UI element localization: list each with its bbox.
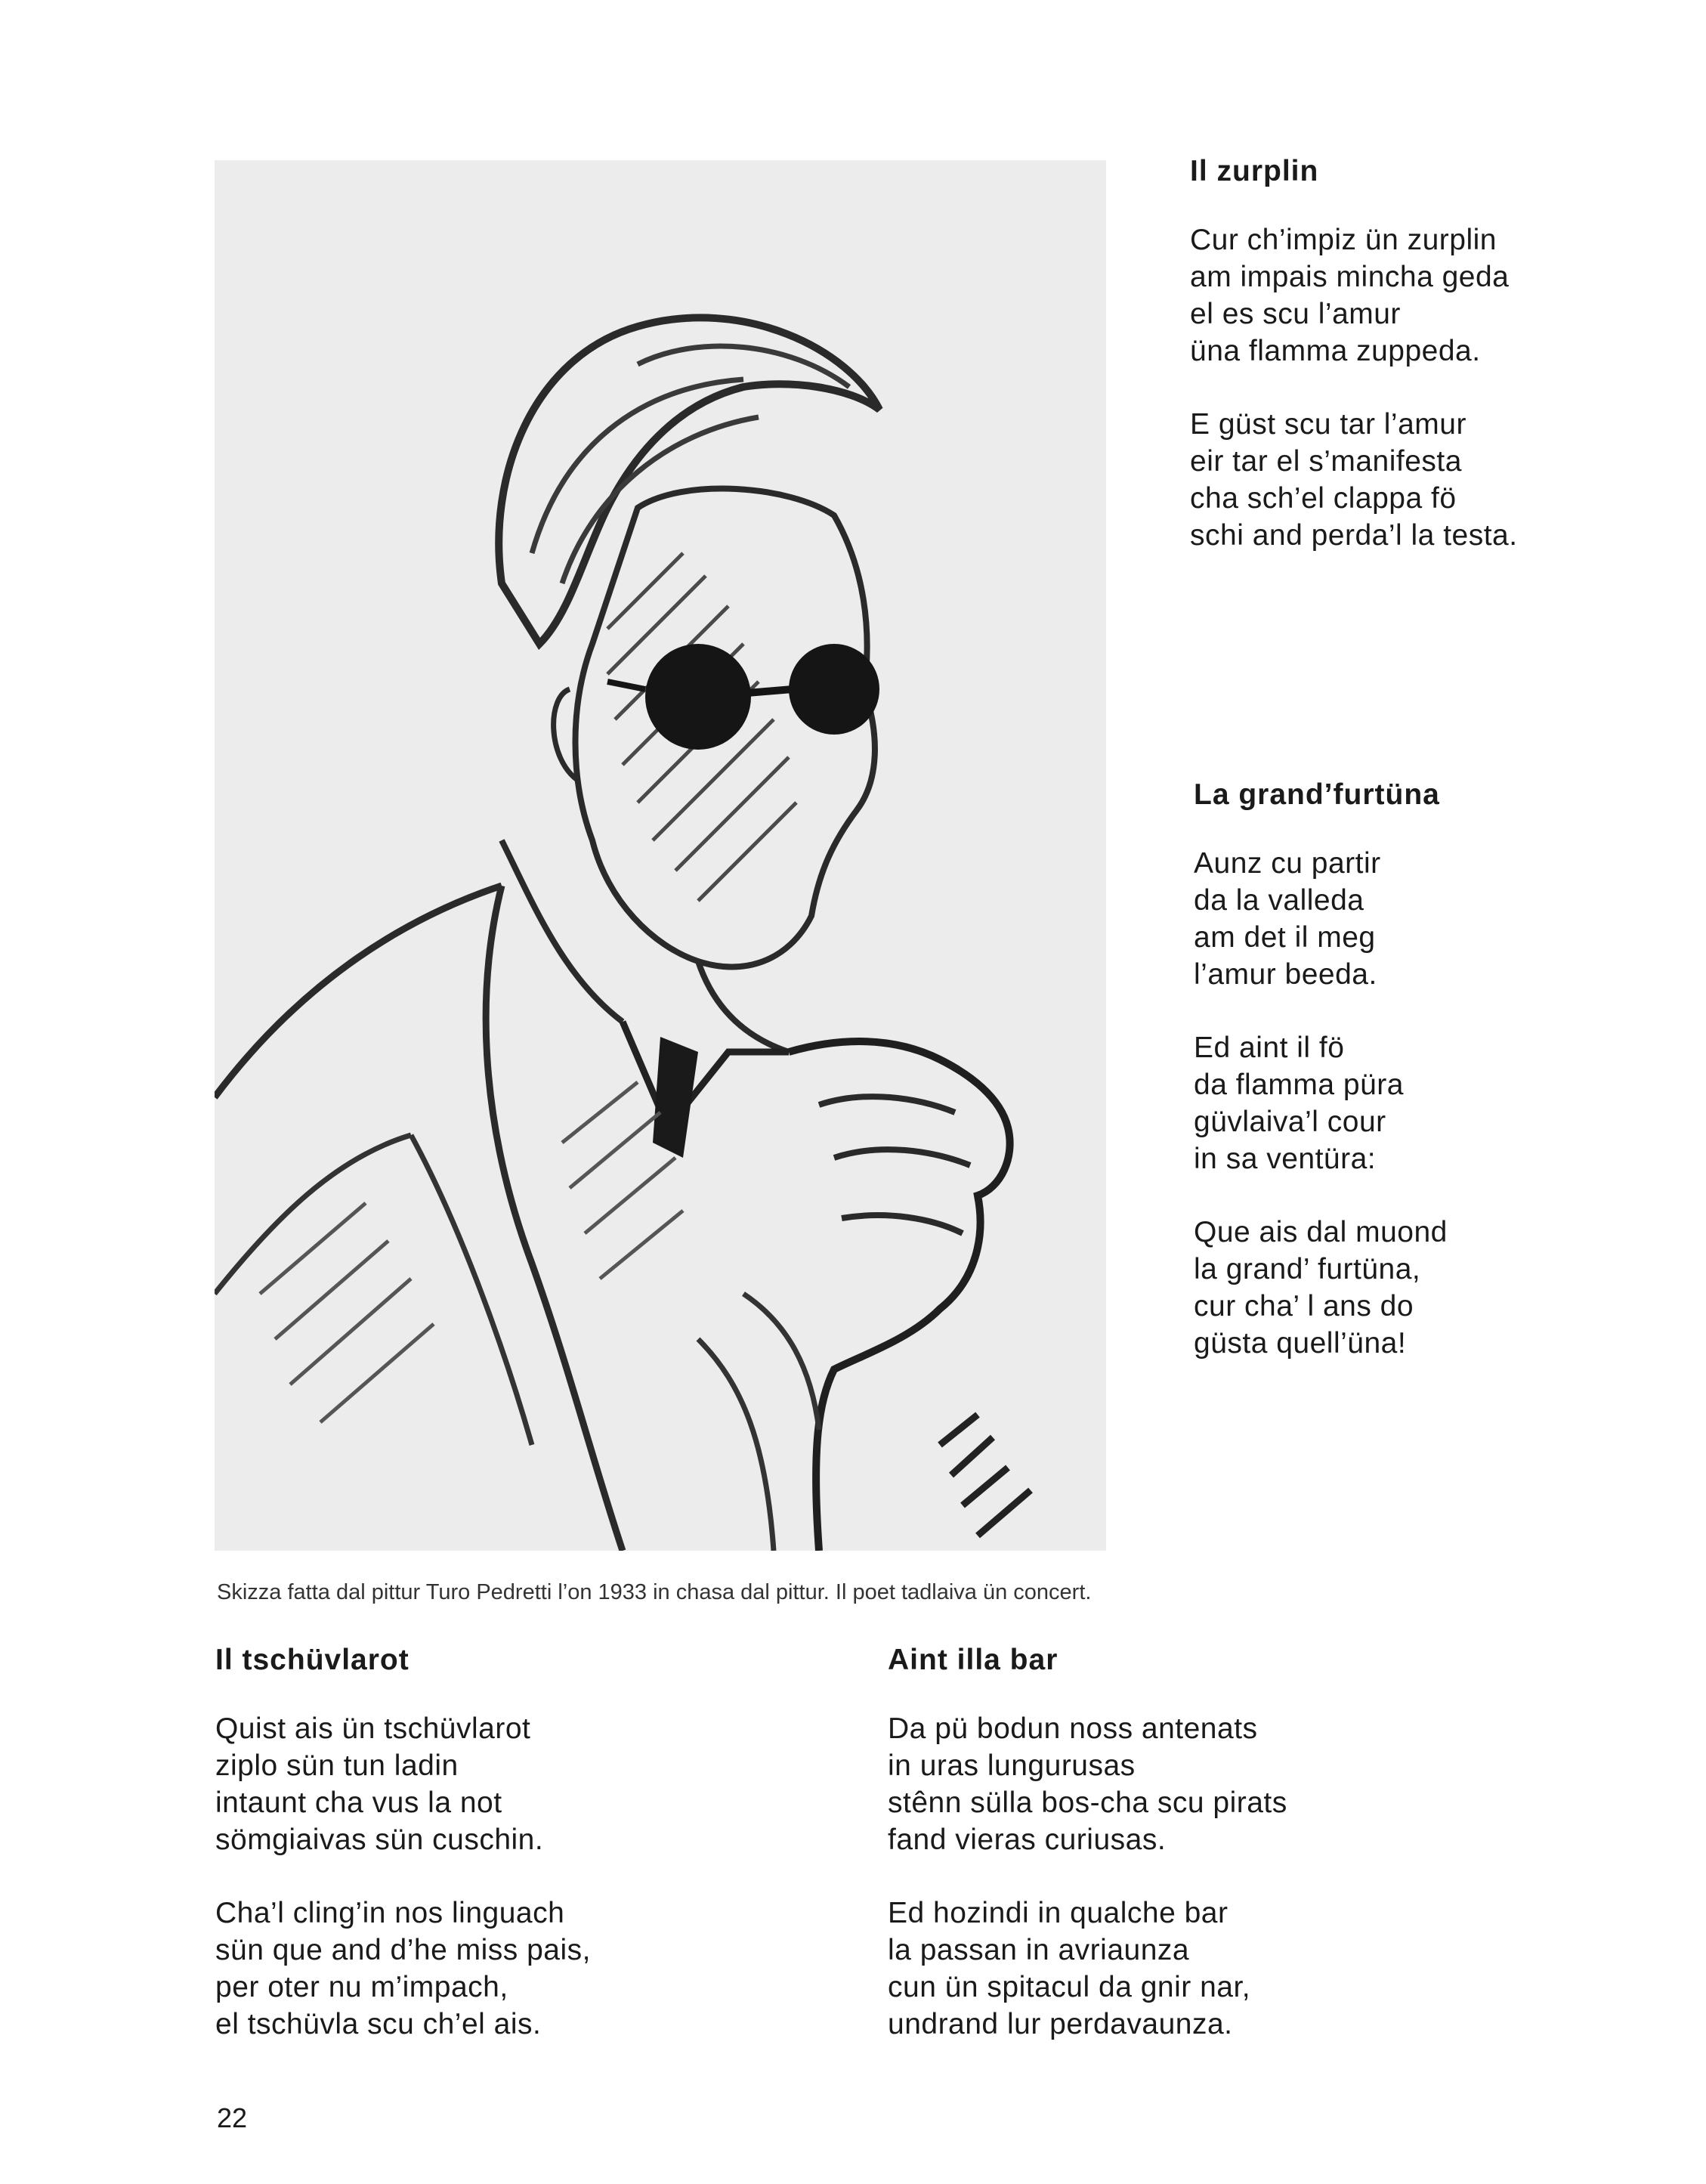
poem-line: am det il meg (1194, 921, 1376, 954)
poem-line: üna flamma zuppeda. (1190, 335, 1481, 367)
poem-line: l’amur beeda. (1194, 958, 1377, 991)
poem-line: Ed hozindi in qualche bar (888, 1897, 1229, 1929)
poem-line: schi and perda’l la testa. (1190, 519, 1518, 552)
poem-line: fand vieras curiusas. (888, 1824, 1167, 1856)
poem-line: Cur ch’impiz ün zurplin (1190, 224, 1497, 256)
poem-line: la grand’ furtüna, (1194, 1253, 1421, 1285)
portrait-sketch (215, 160, 1106, 1551)
poem-line: da flamma püra (1194, 1069, 1404, 1101)
poem-line: cha sch’el clappa fö (1190, 482, 1457, 515)
poem-line: am impais mincha geda (1190, 261, 1510, 293)
poem-line: E güst scu tar l’amur (1190, 408, 1466, 441)
figure-caption: Skizza fatta dal pittur Turo Pedretti l’on 1933 in chasa dal pittur. Il poet tadlaiva ün concert. (217, 1580, 1092, 1604)
poem-line: Cha’l cling’in nos linguach (215, 1897, 565, 1929)
poem-stanza (888, 1710, 1287, 1858)
poem-title: Il tschüvlarot (215, 1644, 410, 1676)
poem-line: Da pü bodun noss antenats (888, 1712, 1258, 1745)
poem-line: undrand lur perdavaunza. (888, 2008, 1233, 2040)
poem-line: da la valleda (1194, 884, 1364, 917)
poem-la-grand-furtuna (1194, 778, 1448, 1398)
poem-line: eir tar el s’manifesta (1190, 445, 1462, 478)
poem-aint-illa-bar (888, 1644, 1287, 2079)
poem-line: Quist ais ün tschüvlarot (215, 1712, 531, 1745)
poem-title: Aint illa bar (888, 1644, 1059, 1676)
poem-stanza (1190, 406, 1518, 554)
poem-stanza (1194, 1214, 1448, 1362)
page-number: 22 (217, 2102, 248, 2133)
poem-line: in sa ventüra: (1194, 1143, 1377, 1175)
poem-stanza (1194, 845, 1448, 993)
poem-title: La grand’furtüna (1194, 778, 1440, 811)
poem-stanza (215, 1710, 591, 1858)
poem-line: Que ais dal muond (1194, 1216, 1448, 1248)
poem-stanza (1190, 221, 1518, 370)
poem-line: in uras lungurusas (888, 1749, 1136, 1782)
poem-line: cun ün spitacul da gnir nar, (888, 1971, 1251, 2003)
poem-line: la passan in avriaunza (888, 1934, 1190, 1966)
poem-line: Ed aint il fö (1194, 1032, 1345, 1064)
poem-il-zurplin (1190, 155, 1518, 590)
poem-il-tschuvlarot (215, 1644, 591, 2079)
poem-stanza (1194, 1029, 1448, 1177)
poem-line: Aunz cu partir (1194, 847, 1381, 880)
poem-line: sömgiaivas sün cuschin. (215, 1824, 544, 1856)
poem-line: sün que and d’he miss pais, (215, 1934, 591, 1966)
poem-stanza (888, 1895, 1287, 2043)
poem-title: Il zurplin (1190, 155, 1319, 187)
poem-line: cur cha’ l ans do (1194, 1290, 1414, 1322)
poem-line: ziplo sün tun ladin (215, 1749, 459, 1782)
poem-line: el tschüvla scu ch’el ais. (215, 2008, 542, 2040)
poem-line: intaunt cha vus la not (215, 1786, 502, 1819)
poem-line: per oter nu m’impach, (215, 1971, 508, 2003)
poem-stanza (215, 1895, 591, 2043)
poem-line: el es scu l’amur (1190, 298, 1401, 330)
poem-line: güsta quell’üna! (1194, 1327, 1407, 1360)
poem-line: güvlaiva’l cour (1194, 1106, 1386, 1138)
poem-line: stênn sülla bos-cha scu pirats (888, 1786, 1287, 1819)
